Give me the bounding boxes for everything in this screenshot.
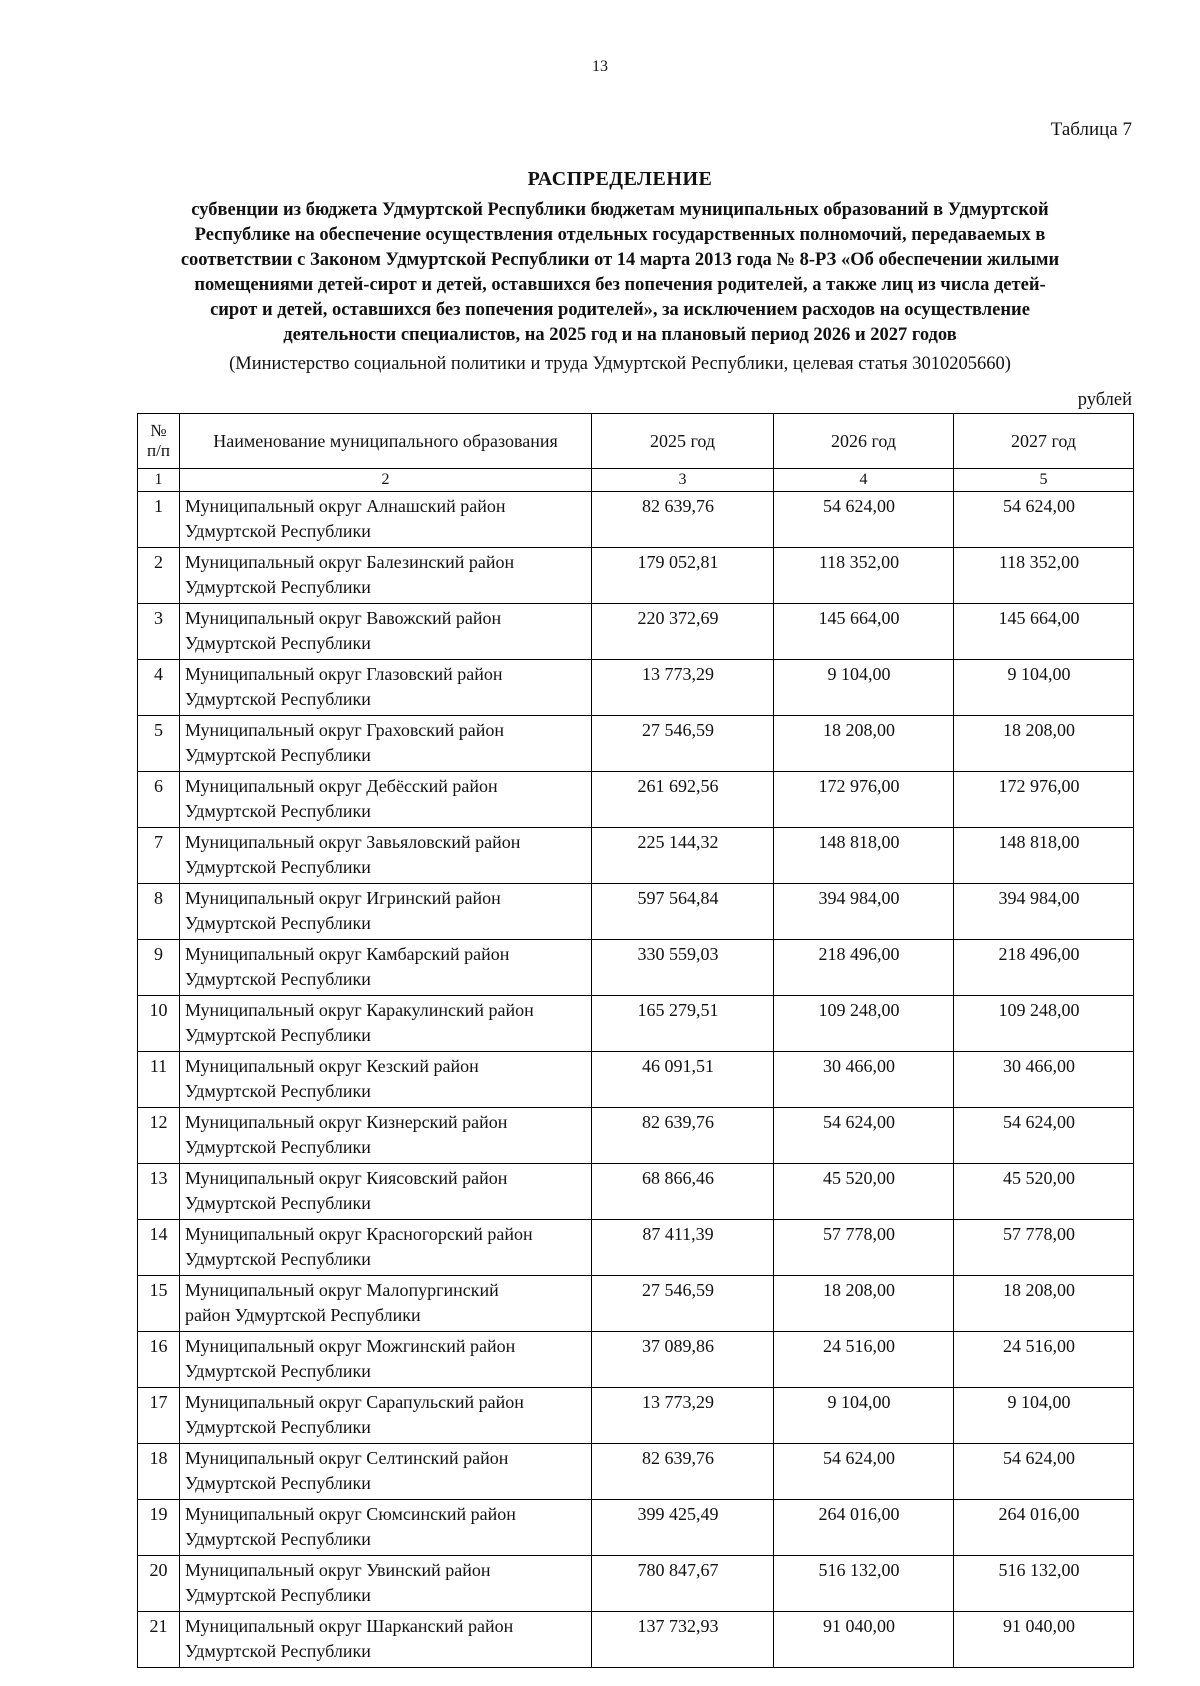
municipality-name [180, 1220, 592, 1276]
value-2027: 54 624,00 [954, 492, 1134, 548]
value-2025: 82 639,76 [592, 1444, 774, 1500]
value-2027: 24 516,00 [954, 1332, 1134, 1388]
row-number: 18 [138, 1444, 180, 1500]
value-2027: 30 466,00 [954, 1052, 1134, 1108]
value-2026: 148 818,00 [774, 828, 954, 884]
municipality-name-line: Удмуртской Республики [185, 1529, 371, 1549]
municipality-name-line: Муниципальный округ Красногорский район [185, 1224, 533, 1244]
table-row [138, 1556, 1134, 1612]
row-number: 19 [138, 1500, 180, 1556]
value-2025: 27 546,59 [592, 1276, 774, 1332]
municipality-name [180, 940, 592, 996]
municipality-name [180, 492, 592, 548]
value-2026: 394 984,00 [774, 884, 954, 940]
value-2027: 109 248,00 [954, 996, 1134, 1052]
table-row [138, 1052, 1134, 1108]
municipality-name-line: Удмуртской Республики [185, 1417, 371, 1437]
value-2025: 330 559,03 [592, 940, 774, 996]
municipality-name-line: Удмуртской Республики [185, 1137, 371, 1157]
municipality-name-line: Удмуртской Республики [185, 1249, 371, 1269]
document-subtitle [145, 198, 1095, 348]
row-number: 17 [138, 1388, 180, 1444]
table-row [138, 996, 1134, 1052]
table-row [138, 828, 1134, 884]
table-row [138, 1444, 1134, 1500]
ministry-note: (Министерство социальной политики и труда Удмуртской Республики, целевая статья 3010205660) [229, 354, 1011, 374]
municipality-name-line: Муниципальный округ Можгинский район [185, 1336, 516, 1356]
municipality-name-line: Муниципальный округ Каракулинский район [185, 1000, 534, 1020]
municipality-name-line: Удмуртской Республики [185, 969, 371, 989]
row-number: 16 [138, 1332, 180, 1388]
header-2027: 2027 год [954, 414, 1134, 469]
municipality-name-line: Муниципальный округ Дебёсский район [185, 776, 498, 796]
value-2026: 109 248,00 [774, 996, 954, 1052]
table-row [138, 492, 1134, 548]
municipality-name-line: Удмуртской Республики [185, 857, 371, 877]
value-2027: 9 104,00 [954, 1388, 1134, 1444]
municipality-name-line: Удмуртской Республики [185, 1361, 371, 1381]
municipality-name-line: Муниципальный округ Граховский район [185, 720, 505, 740]
municipality-name-line: Удмуртской Республики [185, 633, 371, 653]
value-2026: 57 778,00 [774, 1220, 954, 1276]
table-row [138, 548, 1134, 604]
value-2027: 18 208,00 [954, 1276, 1134, 1332]
table-label: Таблица 7 [1050, 119, 1132, 140]
municipality-name-line: Муниципальный округ Киясовский район [185, 1168, 508, 1188]
header-number: № п/п [138, 414, 180, 469]
table-row [138, 660, 1134, 716]
row-number: 20 [138, 1556, 180, 1612]
table-row [138, 1220, 1134, 1276]
table-row [138, 1388, 1134, 1444]
row-number: 6 [138, 772, 180, 828]
value-2027: 145 664,00 [954, 604, 1134, 660]
document-heading: РАСПРЕДЕЛЕНИЕ [527, 168, 713, 190]
municipality-name [180, 1444, 592, 1500]
value-2025: 399 425,49 [592, 1500, 774, 1556]
value-2027: 516 132,00 [954, 1556, 1134, 1612]
municipality-name-line: Удмуртской Республики [185, 1193, 371, 1213]
table-header-row [138, 414, 1134, 469]
municipality-name-line: Удмуртской Республики [185, 801, 371, 821]
municipality-name [180, 1052, 592, 1108]
value-2027: 118 352,00 [954, 548, 1134, 604]
table-row [138, 1276, 1134, 1332]
municipality-name-line: Удмуртской Республики [185, 913, 371, 933]
value-2025: 27 546,59 [592, 716, 774, 772]
municipality-name [180, 772, 592, 828]
value-2025: 46 091,51 [592, 1052, 774, 1108]
row-number: 5 [138, 716, 180, 772]
municipality-name-line: Удмуртской Республики [185, 577, 371, 597]
value-2026: 24 516,00 [774, 1332, 954, 1388]
value-2026: 264 016,00 [774, 1500, 954, 1556]
column-index-row [138, 469, 1134, 492]
subtitle-line: субвенции из бюджета Удмуртской Республики бюджетам муниципальных образований в Удмуртской [191, 200, 1049, 220]
municipality-name [180, 1556, 592, 1612]
row-number: 4 [138, 660, 180, 716]
municipality-name-line: Муниципальный округ Завьяловский район [185, 832, 521, 852]
value-2027: 57 778,00 [954, 1220, 1134, 1276]
row-number: 15 [138, 1276, 180, 1332]
value-2026: 516 132,00 [774, 1556, 954, 1612]
row-number: 7 [138, 828, 180, 884]
currency-unit: рублей [1077, 390, 1132, 410]
municipality-name [180, 604, 592, 660]
table-row [138, 1612, 1134, 1668]
value-2025: 597 564,84 [592, 884, 774, 940]
row-number: 9 [138, 940, 180, 996]
table-row [138, 772, 1134, 828]
row-number: 2 [138, 548, 180, 604]
municipality-name-line: Муниципальный округ Алнашский район [185, 496, 506, 516]
subtitle-line: соответствии с Законом Удмуртской Республики от 14 марта 2013 года № 8-РЗ «Об обеспечении жилыми [180, 250, 1060, 270]
municipality-name [180, 1500, 592, 1556]
municipality-name-line: Удмуртской Республики [185, 1473, 371, 1493]
table-row [138, 604, 1134, 660]
column-index: 1 [138, 469, 180, 492]
row-number: 12 [138, 1108, 180, 1164]
municipality-name [180, 716, 592, 772]
value-2026: 45 520,00 [774, 1164, 954, 1220]
table-row [138, 884, 1134, 940]
table-row [138, 1332, 1134, 1388]
value-2025: 68 866,46 [592, 1164, 774, 1220]
municipality-name-line: Муниципальный округ Глазовский район [185, 664, 503, 684]
municipality-name-line: Муниципальный округ Кизнерский район [185, 1112, 508, 1132]
table-row [138, 940, 1134, 996]
value-2025: 780 847,67 [592, 1556, 774, 1612]
municipality-name-line: Муниципальный округ Игринский район [185, 888, 501, 908]
page-number: 13 [592, 58, 608, 75]
value-2025: 87 411,39 [592, 1220, 774, 1276]
municipality-name [180, 1164, 592, 1220]
value-2027: 18 208,00 [954, 716, 1134, 772]
municipality-name-line: Муниципальный округ Малопургинский [185, 1280, 499, 1300]
municipality-name-line: Удмуртской Республики [185, 1641, 371, 1661]
municipality-name [180, 1332, 592, 1388]
row-number: 13 [138, 1164, 180, 1220]
municipality-name [180, 828, 592, 884]
municipality-name [180, 1388, 592, 1444]
municipality-name-line: Муниципальный округ Камбарский район [185, 944, 510, 964]
header-name: Наименование муниципального образования [180, 414, 592, 469]
value-2026: 145 664,00 [774, 604, 954, 660]
value-2026: 18 208,00 [774, 716, 954, 772]
column-index: 4 [774, 469, 954, 492]
municipality-name-line: Муниципальный округ Балезинский район [185, 552, 515, 572]
subtitle-line: сирот и детей, оставшихся без попечения родителей», за исключением расходов на осуществление [210, 300, 1030, 320]
distribution-table [137, 413, 1134, 1668]
value-2025: 225 144,32 [592, 828, 774, 884]
value-2026: 91 040,00 [774, 1612, 954, 1668]
value-2025: 261 692,56 [592, 772, 774, 828]
value-2027: 91 040,00 [954, 1612, 1134, 1668]
value-2027: 54 624,00 [954, 1444, 1134, 1500]
row-number: 21 [138, 1612, 180, 1668]
value-2026: 172 976,00 [774, 772, 954, 828]
value-2025: 82 639,76 [592, 492, 774, 548]
municipality-name-line: район Удмуртской Республики [185, 1305, 421, 1325]
municipality-name-line: Муниципальный округ Селтинский район [185, 1448, 509, 1468]
row-number: 1 [138, 492, 180, 548]
municipality-name [180, 1276, 592, 1332]
municipality-name [180, 884, 592, 940]
value-2027: 45 520,00 [954, 1164, 1134, 1220]
value-2027: 172 976,00 [954, 772, 1134, 828]
row-number: 10 [138, 996, 180, 1052]
value-2026: 18 208,00 [774, 1276, 954, 1332]
value-2027: 394 984,00 [954, 884, 1134, 940]
municipality-name [180, 1108, 592, 1164]
municipality-name [180, 548, 592, 604]
row-number: 8 [138, 884, 180, 940]
value-2025: 165 279,51 [592, 996, 774, 1052]
row-number: 14 [138, 1220, 180, 1276]
value-2027: 54 624,00 [954, 1108, 1134, 1164]
value-2025: 37 089,86 [592, 1332, 774, 1388]
value-2026: 218 496,00 [774, 940, 954, 996]
value-2025: 179 052,81 [592, 548, 774, 604]
column-index: 5 [954, 469, 1134, 492]
column-index: 2 [180, 469, 592, 492]
municipality-name [180, 1612, 592, 1668]
municipality-name-line: Удмуртской Республики [185, 1585, 371, 1605]
subtitle-line: помещениями детей-сирот и детей, оставшихся без попечения родителей, а также лиц из числа детей- [194, 275, 1046, 295]
value-2026: 54 624,00 [774, 1444, 954, 1500]
value-2026: 118 352,00 [774, 548, 954, 604]
value-2026: 54 624,00 [774, 492, 954, 548]
municipality-name-line: Муниципальный округ Вавожский район [185, 608, 502, 628]
municipality-name-line: Муниципальный округ Сарапульский район [185, 1392, 524, 1412]
row-number: 3 [138, 604, 180, 660]
table-row [138, 1500, 1134, 1556]
municipality-name-line: Удмуртской Республики [185, 1081, 371, 1101]
table-row [138, 716, 1134, 772]
municipality-name-line: Удмуртской Республики [185, 521, 371, 541]
value-2026: 54 624,00 [774, 1108, 954, 1164]
value-2025: 137 732,93 [592, 1612, 774, 1668]
subtitle-line: деятельности специалистов, на 2025 год и на плановый период 2026 и 2027 годов [283, 325, 957, 345]
value-2027: 264 016,00 [954, 1500, 1134, 1556]
value-2027: 9 104,00 [954, 660, 1134, 716]
value-2026: 30 466,00 [774, 1052, 954, 1108]
municipality-name [180, 996, 592, 1052]
value-2027: 218 496,00 [954, 940, 1134, 996]
municipality-name [180, 660, 592, 716]
header-2025: 2025 год [592, 414, 774, 469]
municipality-name-line: Муниципальный округ Сюмсинский район [185, 1504, 516, 1524]
column-index: 3 [592, 469, 774, 492]
municipality-name-line: Муниципальный округ Кезский район [185, 1056, 479, 1076]
municipality-name-line: Удмуртской Республики [185, 1025, 371, 1045]
municipality-name-line: Удмуртской Республики [185, 745, 371, 765]
municipality-name-line: Удмуртской Республики [185, 689, 371, 709]
value-2026: 9 104,00 [774, 1388, 954, 1444]
value-2025: 82 639,76 [592, 1108, 774, 1164]
value-2026: 9 104,00 [774, 660, 954, 716]
value-2025: 13 773,29 [592, 660, 774, 716]
municipality-name-line: Муниципальный округ Шарканский район [185, 1616, 514, 1636]
value-2027: 148 818,00 [954, 828, 1134, 884]
table-row [138, 1164, 1134, 1220]
table-row [138, 1108, 1134, 1164]
municipality-name-line: Муниципальный округ Увинский район [185, 1560, 491, 1580]
value-2025: 13 773,29 [592, 1388, 774, 1444]
header-2026: 2026 год [774, 414, 954, 469]
row-number: 11 [138, 1052, 180, 1108]
subtitle-line: Республике на обеспечение осуществления отдельных государственных полномочий, передаваемых в [194, 225, 1046, 245]
value-2025: 220 372,69 [592, 604, 774, 660]
